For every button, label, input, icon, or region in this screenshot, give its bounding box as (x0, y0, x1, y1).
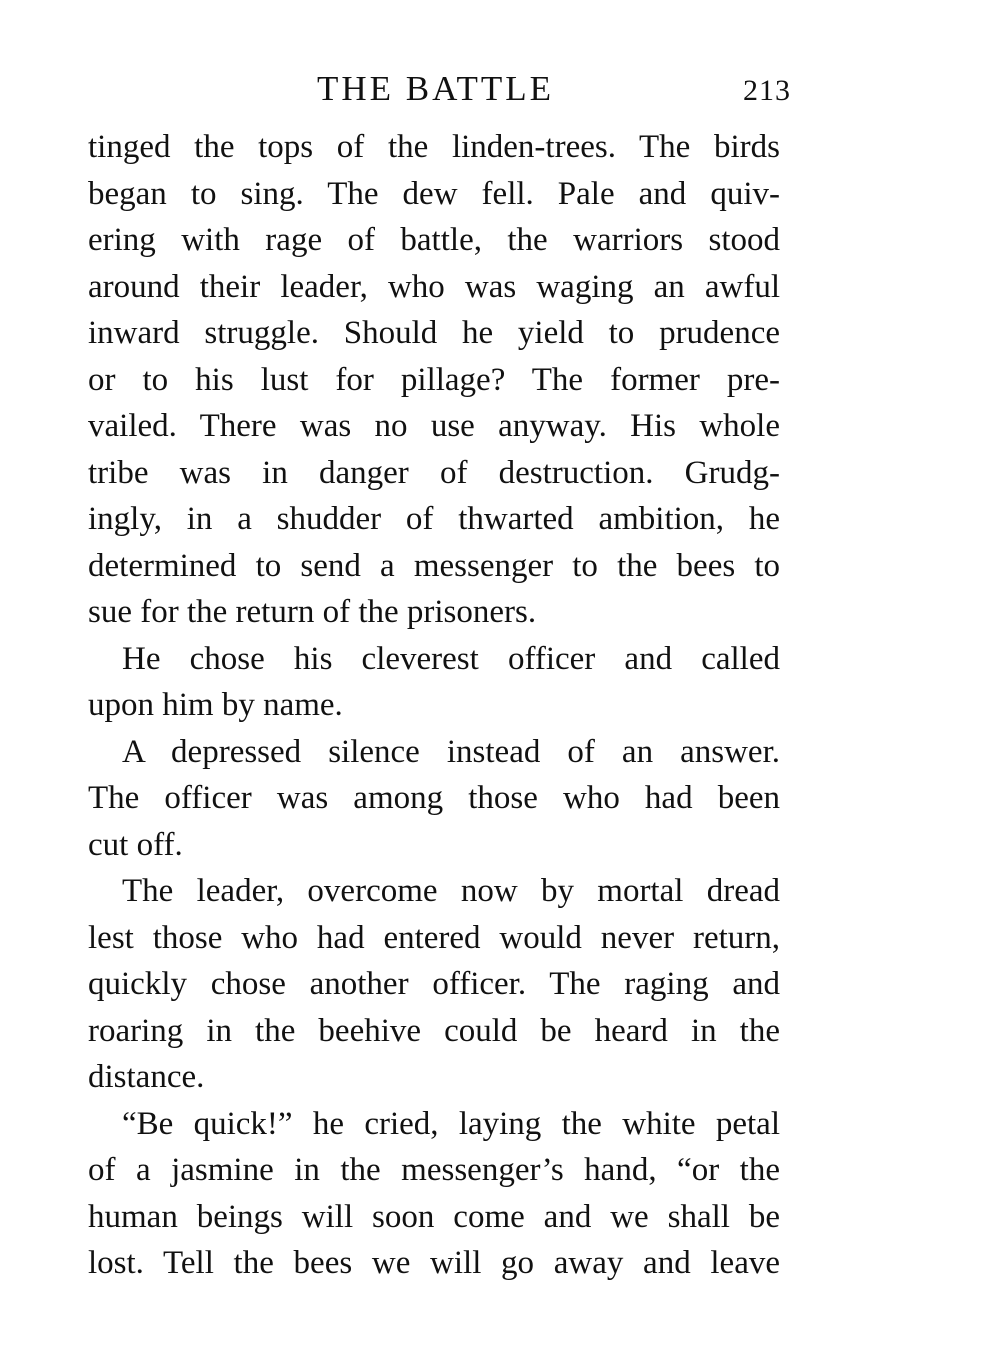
running-title: THE BATTLE (316, 69, 555, 108)
text-line: or to his lust for pillage? The former pre- (88, 361, 780, 398)
text-line: of a jasmine in the messenger’s hand, “or the (88, 1152, 780, 1188)
text-line: tribe was in danger of destruction. Grudg- (88, 454, 780, 491)
text-line: around their leader, who was waging an awful (88, 268, 780, 305)
text-line: The leader, overcome now by mortal dread (122, 873, 780, 909)
page-number: 213 (743, 74, 791, 107)
body-text (88, 124, 780, 1287)
text-line: tinged the tops of the linden-trees. The birds (88, 129, 780, 165)
text-line: roaring in the beehive could be heard in the (88, 1012, 780, 1049)
text-line: determined to send a messenger to the bees to (88, 547, 780, 584)
text-line: distance. (88, 1059, 205, 1095)
text-line: He chose his cleverest officer and called (122, 640, 780, 677)
paragraph (88, 868, 780, 1101)
paragraph (88, 124, 780, 636)
text-line: human beings will soon come and we shall be (88, 1198, 780, 1235)
text-line: cut off. (88, 826, 183, 863)
text-line: “Be quick!” he cried, laying the white petal (122, 1105, 780, 1142)
text-line: began to sing. The dew fell. Pale and quiv- (88, 175, 780, 212)
text-line: quickly chose another officer. The raging and (88, 966, 780, 1002)
paragraph (88, 729, 780, 869)
text-line: sue for the return of the prisoners. (88, 594, 537, 630)
text-line: ering with rage of battle, the warriors stood (88, 222, 780, 258)
text-line: ingly, in a shudder of thwarted ambition, he (88, 501, 780, 537)
paragraph (88, 636, 780, 729)
text-line: upon him by name. (88, 687, 343, 723)
text-line: vailed. There was no use anyway. His whole (88, 408, 780, 444)
paragraph (88, 1101, 780, 1287)
text-line: lest those who had entered would never return, (88, 919, 780, 956)
text-line: inward struggle. Should he yield to prudence (88, 315, 780, 351)
text-line: lost. Tell the bees we will go away and leave (88, 1245, 780, 1281)
running-head (88, 66, 791, 112)
text-line: A depressed silence instead of an answer. (122, 733, 780, 770)
text-line: The officer was among those who had been (88, 780, 780, 816)
